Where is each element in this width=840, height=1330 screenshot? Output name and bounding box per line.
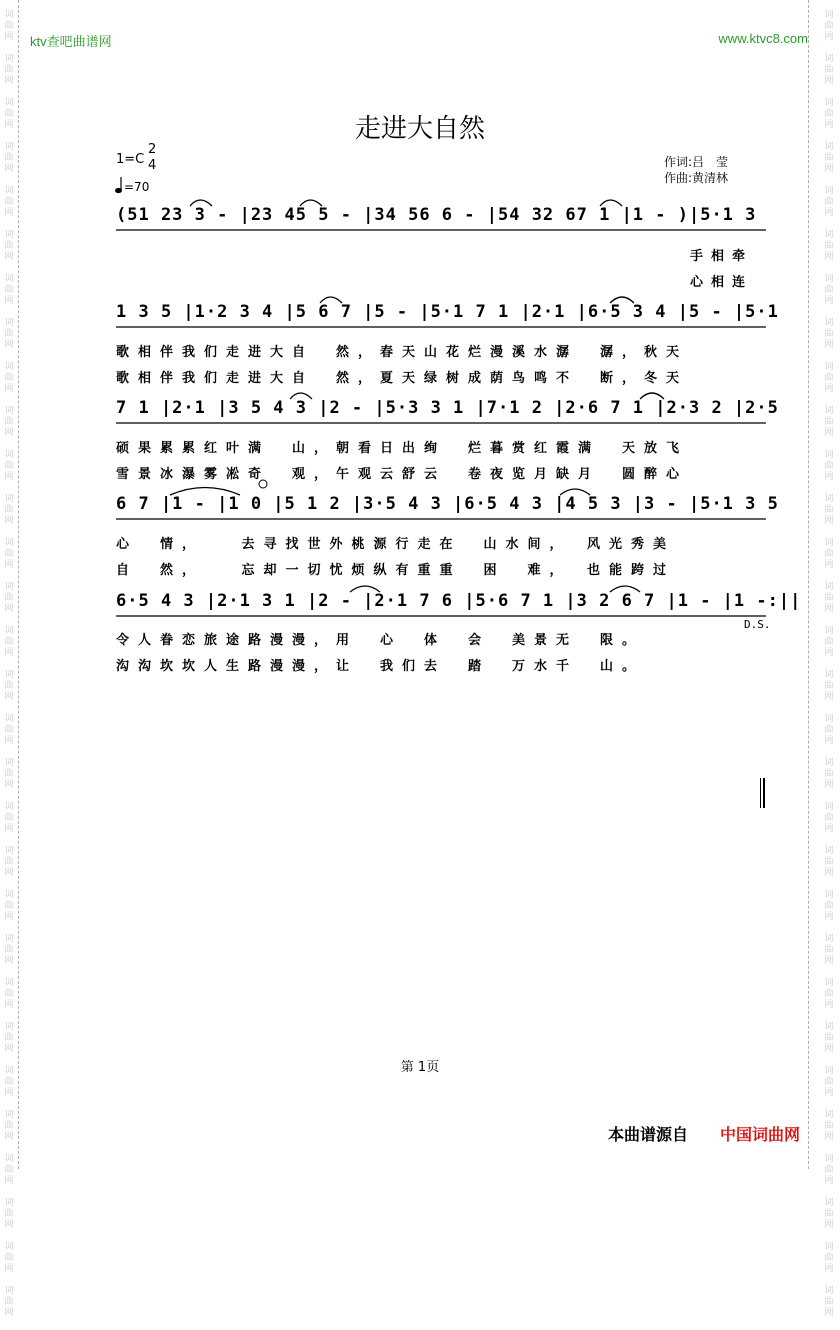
footer-source-site[interactable]: 中国词曲网 [720,1125,801,1144]
lyric-line-4b: 沟沟坎坎人生路漫漫，让 我们去 踏 万水千 山。 [116,659,645,674]
lyric-line-2a: 硕果累累红叶满 山，朝看日出绚 烂暮赏红霞满 天放飞 [116,441,689,456]
final-barline-thin [760,778,761,808]
staff-line-1: (51 23 3 - |23 45 5 - |34 56 6 - |54 32 67 1 |1 - )|5·1 3 [116,205,757,225]
lyricist-credit: 作词:吕 莹 [664,155,729,169]
time-signature-bottom: 4 [148,158,157,173]
site-link-left[interactable]: ktv查吧曲谱网 [30,34,112,49]
page-number: 第 1页 [400,1060,440,1075]
intro-lyric-1: 手相牵 [690,249,754,264]
lyric-line-1a: 歌相伴我们走进大自 然，春天山花烂漫溪水潺 潺，秋天 [116,345,689,360]
lyric-line-3b: 自 然， 忘却一切忧烦纵有重重 困 难， 也能跨过 [116,563,676,578]
lyric-line-3a: 心 情， 去寻找世外桃源行走在 山水间， 风光秀美 [116,537,676,552]
site-link-right[interactable]: www.ktvc8.com [718,31,808,46]
key-signature: 1=C [116,152,145,167]
time-signature-top: 2 [148,142,157,157]
staff-line-3: 7 1 |2·1 |3 5 4 3 |2 - |5·3 3 1 |7·1 2 |2·6 7 1 |2·3 2 |2·5 [116,398,779,418]
intro-lyric-2: 心相连 [690,275,754,290]
staff-line-2: 1 3 5 |1·2 3 4 |5 6 7 |5 - |5·1 7 1 |2·1 |6·5 3 4 |5 - |5·1 [116,302,779,322]
tempo-value: =70 [124,180,150,194]
footer-source-label: 本曲谱源自 [608,1125,689,1144]
staff-line-5: 6·5 4 3 |2·1 3 1 |2 - |2·1 7 6 |5·6 7 1 |3 2 6 7 |1 - |1 -:|| [116,591,802,611]
left-watermark-column: 词曲网 词曲网 词曲网 词曲网 词曲网 词曲网 词曲网 词曲网 词曲网 词曲网 词曲网 词曲网 词曲网 词曲网 词曲网 词曲网 词曲网 词曲网 词曲网 词曲网 词曲网 词曲网 词曲网 词曲网 词曲网 词曲网 词曲网 词曲网 词曲网 词曲网 [4,10,14,1318]
lyric-line-1b: 歌相伴我们走进大自 然，夏天绿树成荫鸟鸣不 断，冬天 [116,371,689,386]
staff-line-4: 6 7 |1 - |1 0 |5 1 2 |3·5 4 3 |6·5 4 3 |4 5 3 |3 - |5·1 3 5 [116,494,779,514]
ds-marking: D.S. [744,618,771,631]
lyric-line-4a: 令人眷恋旅途路漫漫，用 心 体 会 美景无 限。 [116,633,645,648]
composer-credit: 作曲:黄清林 [664,171,729,185]
song-title: 走进大自然 [354,114,485,144]
right-watermark-column: 词曲网 词曲网 词曲网 词曲网 词曲网 词曲网 词曲网 词曲网 词曲网 词曲网 词曲网 词曲网 词曲网 词曲网 词曲网 词曲网 词曲网 词曲网 词曲网 词曲网 词曲网 词曲网 词曲网 词曲网 词曲网 词曲网 词曲网 词曲网 词曲网 词曲网 [824,10,834,1318]
final-barline-thick [763,778,765,808]
lyric-line-2b: 雪景冰瀑雾凇奇 观，午观云舒云 卷夜览月缺月 圆醉心 [116,467,689,482]
